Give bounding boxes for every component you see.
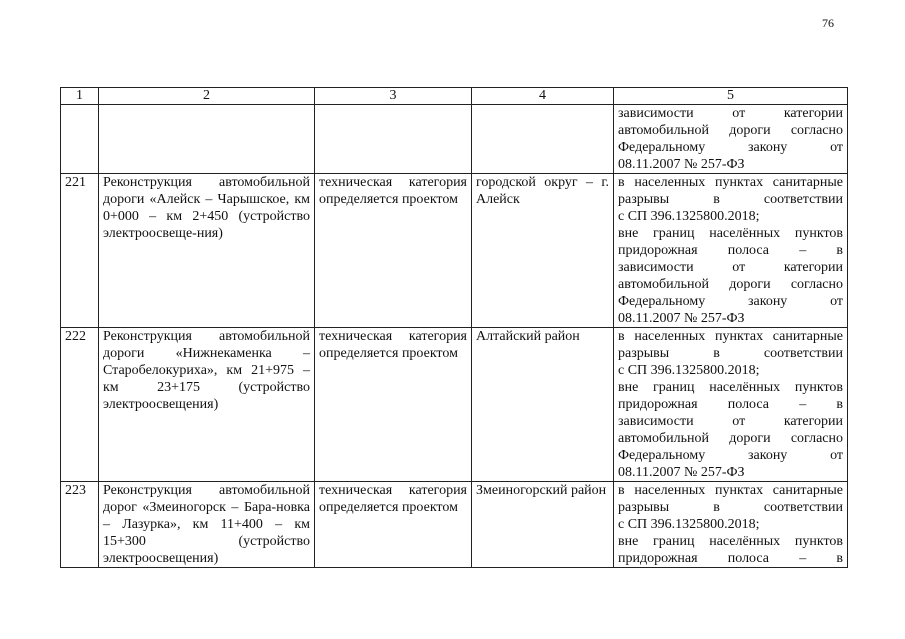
- zone-line: придорожная полоса – в: [618, 551, 843, 566]
- zone-line: автомобильной дороги согласно: [618, 123, 843, 138]
- zone-line: в населенных пунктах санитарные: [618, 483, 843, 498]
- zone-line: с СП 396.1325800.2018;: [618, 517, 760, 532]
- zone-line: зависимости от категории: [618, 414, 843, 429]
- table-row: [61, 328, 848, 482]
- zone-line: вне границ населённых пунктов: [618, 380, 843, 395]
- zone-line: 08.11.2007 № 257-ФЗ: [618, 311, 745, 326]
- zone-line: автомобильной дороги согласно: [618, 277, 843, 292]
- zone-line: автомобильной дороги согласно: [618, 431, 843, 446]
- cell-empty: [99, 105, 315, 174]
- object-location: городской округ – г. Алейск: [472, 174, 614, 328]
- table-row: [61, 174, 848, 328]
- header-col-5: 5: [614, 88, 848, 105]
- row-number: 223: [61, 482, 99, 568]
- object-name: Реконструкция автомобильной дорог «Змеиногорск – Бара-новка – Лазурка», км 11+400 – км 15+300 (устройство электроосвещения): [99, 482, 315, 568]
- zone-line: в населенных пунктах санитарные: [618, 175, 843, 190]
- table-row: [61, 482, 848, 568]
- zone-line: Федеральному закону от: [618, 448, 843, 463]
- table-header-row: [61, 88, 848, 105]
- cell-zone: [614, 174, 848, 328]
- zone-line: придорожная полоса – в: [618, 397, 843, 412]
- zone-line: разрывы в соответствии: [618, 346, 843, 361]
- cell-empty: [472, 105, 614, 174]
- zone-line: вне границ населённых пунктов: [618, 534, 843, 549]
- zone-line: Федеральному закону от: [618, 294, 843, 309]
- zone-line: в населенных пунктах санитарные: [618, 329, 843, 344]
- object-category: техническая категория определяется проектом: [315, 174, 472, 328]
- table-row-continuation: [61, 105, 848, 174]
- header-col-2: 2: [99, 88, 315, 105]
- zone-line: разрывы в соответствии: [618, 500, 843, 515]
- zone-line: с СП 396.1325800.2018;: [618, 209, 760, 224]
- zone-line: вне границ населённых пунктов: [618, 226, 843, 241]
- header-col-4: 4: [472, 88, 614, 105]
- cell-empty: [61, 105, 99, 174]
- cell-zone: [614, 105, 848, 174]
- zone-line: 08.11.2007 № 257-ФЗ: [618, 157, 745, 172]
- header-col-1: 1: [61, 88, 99, 105]
- cell-empty: [315, 105, 472, 174]
- cell-zone: [614, 482, 848, 568]
- cell-zone: [614, 328, 848, 482]
- row-number: 221: [61, 174, 99, 328]
- header-col-3: 3: [315, 88, 472, 105]
- zone-line: Федеральному закону от: [618, 140, 843, 155]
- object-location: Алтайский район: [472, 328, 614, 482]
- object-category: техническая категория определяется проектом: [315, 328, 472, 482]
- zone-line: придорожная полоса – в: [618, 243, 843, 258]
- object-name: Реконструкция автомобильной дороги «Алейск – Чарышское, км 0+000 – км 2+450 (устройство электроосвеще-ния): [99, 174, 315, 328]
- row-number: 222: [61, 328, 99, 482]
- zone-line: 08.11.2007 № 257-ФЗ: [618, 465, 745, 480]
- zone-line: разрывы в соответствии: [618, 192, 843, 207]
- page-number: 76: [822, 16, 834, 30]
- zone-line: зависимости от категории: [618, 106, 843, 121]
- zone-line: с СП 396.1325800.2018;: [618, 363, 760, 378]
- document-table: [60, 87, 848, 568]
- object-location: Змеиногорский район: [472, 482, 614, 568]
- zone-line: зависимости от категории: [618, 260, 843, 275]
- object-name: Реконструкция автомобильной дороги «Нижнекаменка – Старобелокуриха», км 21+975 – км 23+175 (устройство электроосвещения): [99, 328, 315, 482]
- object-category: техническая категория определяется проектом: [315, 482, 472, 568]
